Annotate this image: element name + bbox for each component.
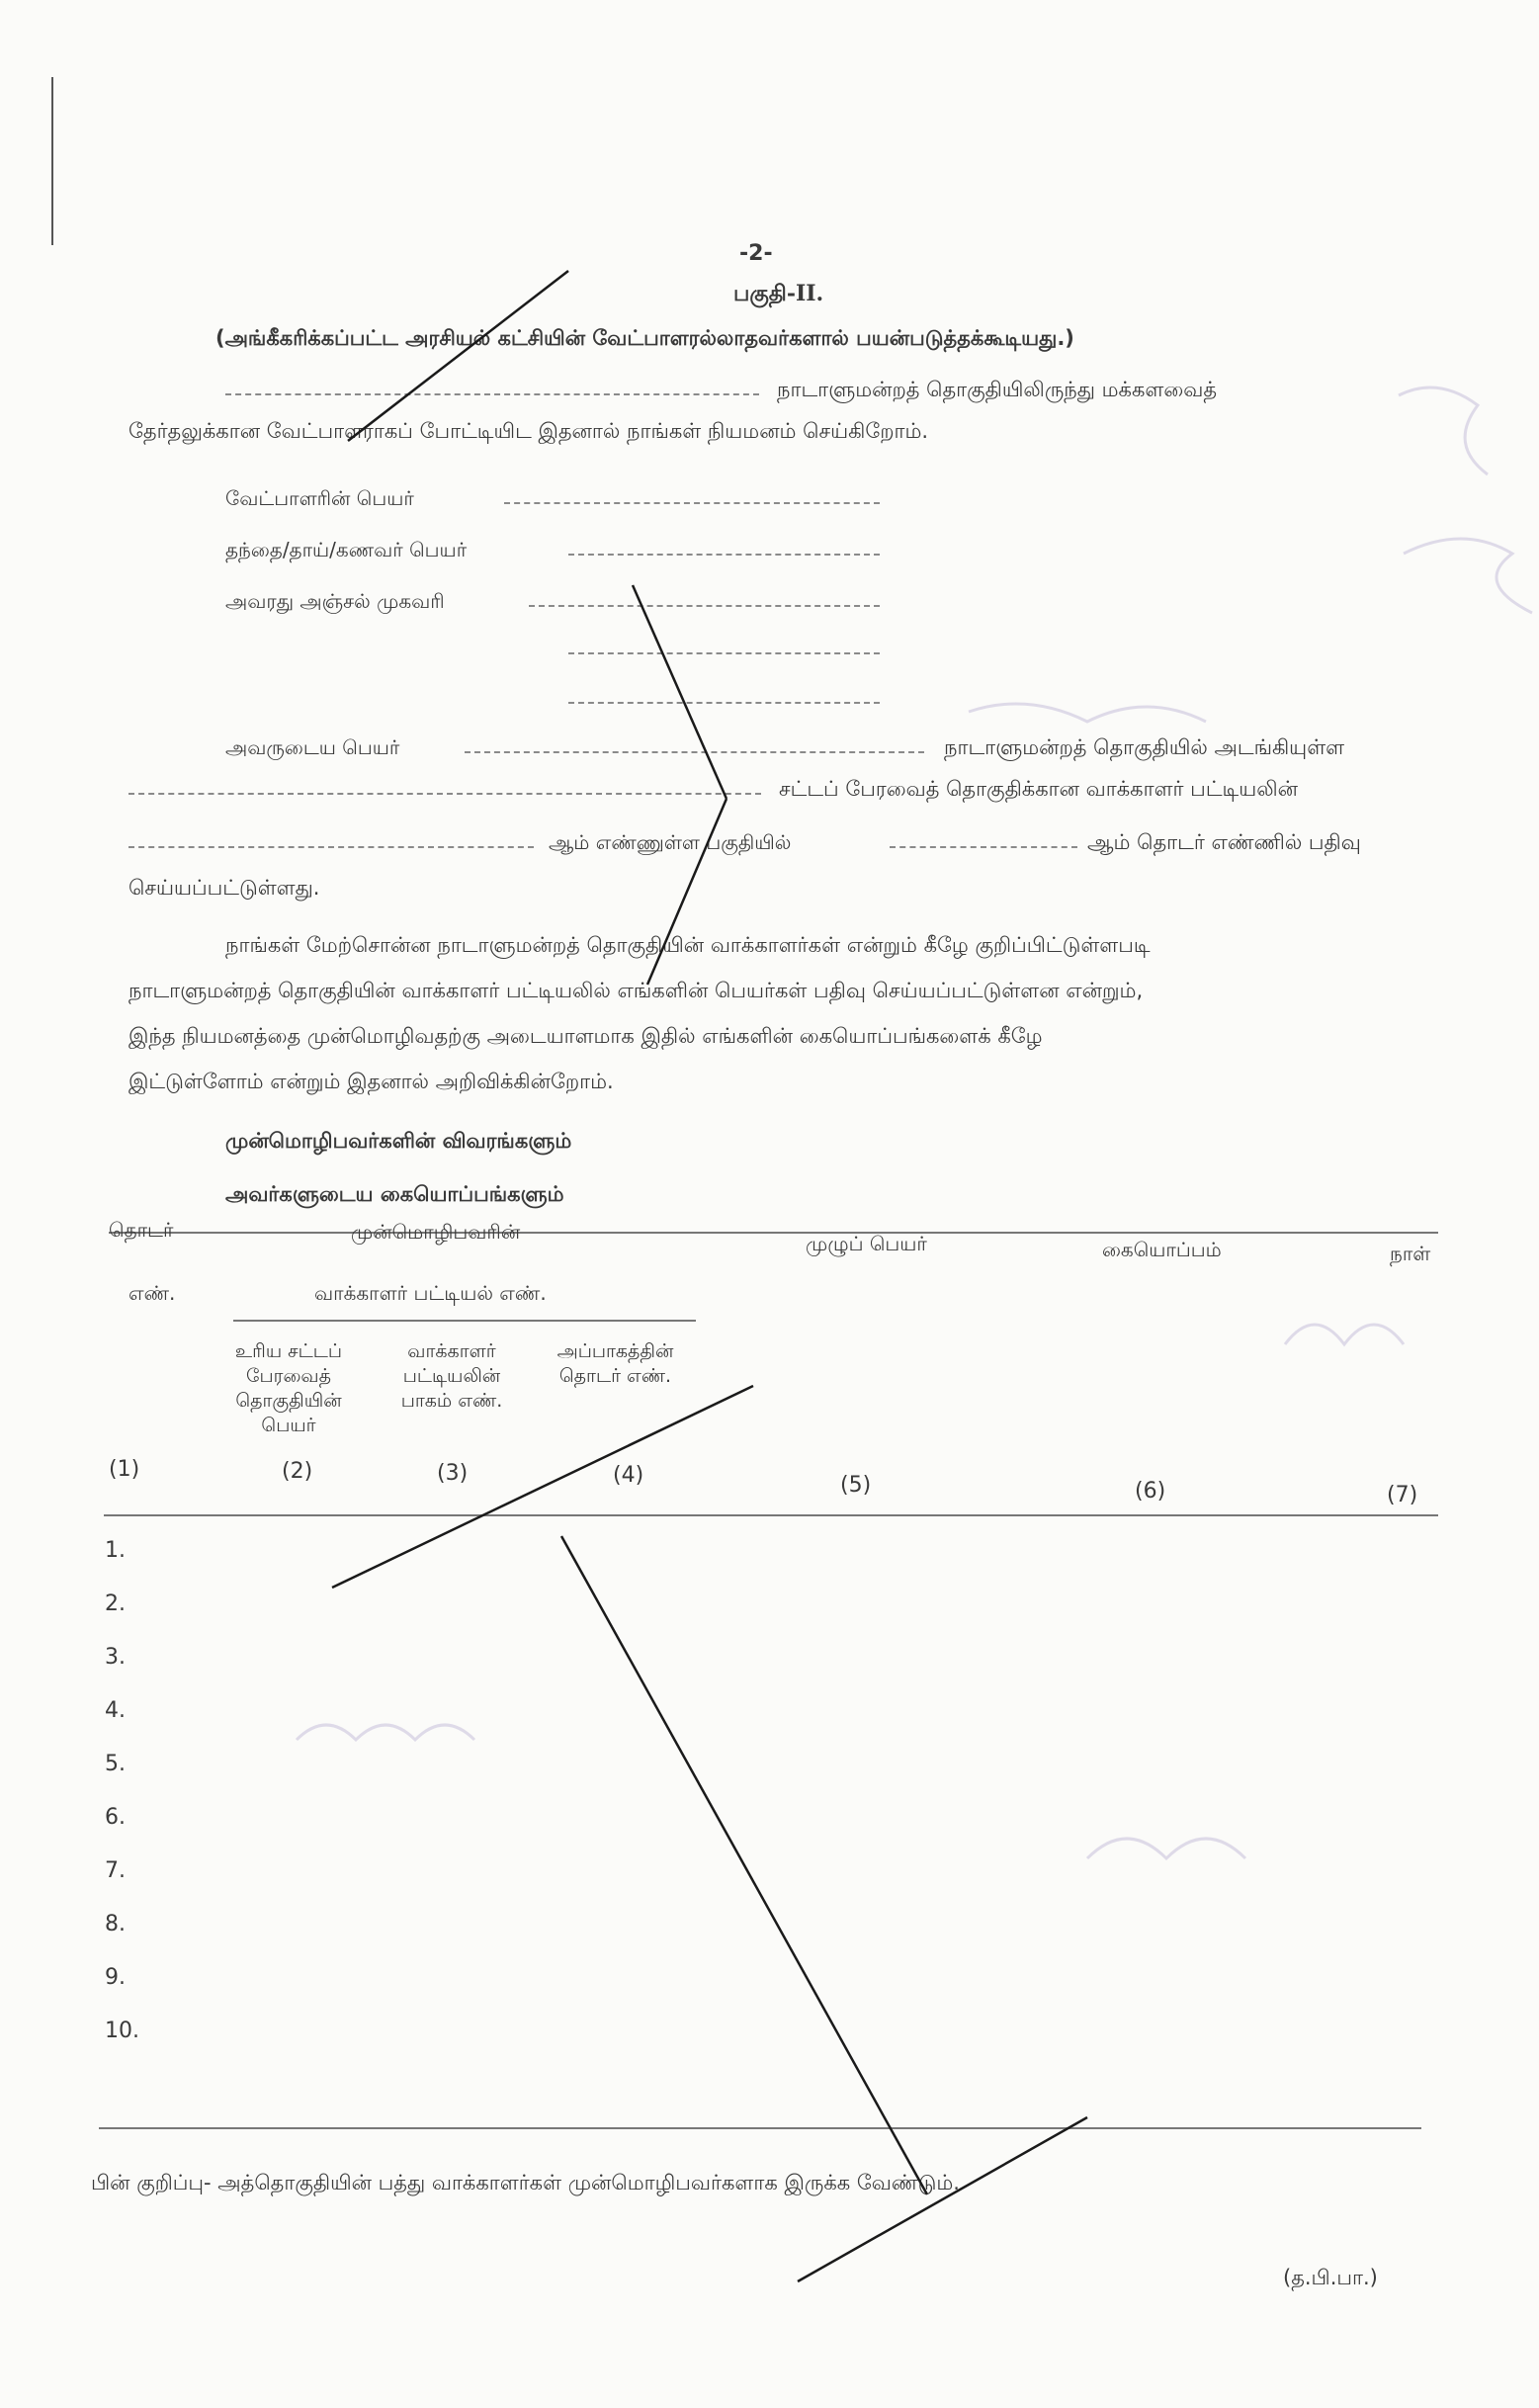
table-row: 1. [105,1538,126,1563]
footnote: பின் குறிப்பு- அத்தொகுதியின் பத்து வாக்காளர்கள் முன்மொழிபவர்களாக இருக்க வேண்டும். [91,2171,960,2194]
postal-address-label: அவரது அஞ்சல் முகவரி [225,589,445,613]
col7-header: நாள் [1390,1242,1431,1265]
section-subtitle: (அங்கீகரிக்கப்பட்ட அரசியல் கட்சியின் வேட்பாளரல்லாதவர்களால் பயன்படுத்தக்கூடியது.) [215,326,1074,350]
table-row: 7. [105,1858,126,1883]
table-row: 3. [105,1645,126,1670]
col4-header: அப்பாகத்தின் தொடர் எண். [556,1340,674,1387]
registration-line1-suffix: நாடாளுமன்றத் தொகுதியில் அடங்கியுள்ள [944,735,1345,759]
col5-header: முழுப் பெயர் [806,1232,927,1255]
col-number: (7) [1387,1483,1418,1507]
col-number: (5) [840,1473,872,1498]
table-row: 2. [105,1591,126,1616]
col-number: (3) [437,1461,469,1486]
table-row: 10. [105,2019,139,2043]
col6-header: கையொப்பம் [1102,1238,1222,1261]
col-number: (1) [109,1457,140,1482]
intro-line2: தேர்தலுக்கான வேட்பாளராகப் போட்டியிட இதனால் நாங்கள் நியமனம் செய்கிறோம். [128,419,929,443]
proposer-header: முன்மொழிபவரின் [351,1220,521,1244]
section-title: பகுதி-II. [733,281,824,306]
registration-line3-suffix: ஆம் தொடர் எண்ணில் பதிவு [1087,830,1361,854]
page-number: -2- [739,241,773,266]
pto-label: (த.பி.பா.) [1283,2266,1378,2289]
table-heading-line1: முன்மொழிபவர்களின் விவரங்களும் [225,1129,572,1153]
registration-line2-suffix: சட்டப் பேரவைத் தொகுதிக்கான வாக்காளர் பட்டியலின் [779,777,1298,801]
col2-header: உரிய சட்டப் பேரவைத் தொகுதியின் பெயர் [234,1340,343,1436]
declaration-line3: இந்த நியமனத்தை முன்மொழிவதற்கு அடையாளமாக இதில் எங்களின் கையொப்பங்களைக் கீழே [128,1024,1043,1048]
col-number: (6) [1135,1479,1166,1504]
table-row: 6. [105,1805,126,1830]
registration-line4: செய்யப்பட்டுள்ளது. [128,876,320,900]
parent-name-label: தந்தை/தாய்/கணவர் பெயர் [225,538,468,561]
registration-line1-prefix: அவருடைய பெயர் [225,735,400,759]
col-number: (2) [282,1459,313,1484]
electoral-roll-header: வாக்காளர் பட்டியல் எண். [314,1281,547,1305]
col1-header-a: தொடர் [109,1218,174,1242]
table-row: 4. [105,1698,126,1723]
col3-header: வாக்காளர் பட்டியலின் பாகம் எண். [400,1340,503,1412]
candidate-name-label: வேட்பாளரின் பெயர் [225,486,414,510]
col1-header-b: எண். [128,1281,176,1305]
col-number: (4) [613,1463,644,1488]
declaration-line4: இட்டுள்ளோம் என்றும் இதனால் அறிவிக்கின்றோம். [128,1070,614,1093]
declaration-line1: நாங்கள் மேற்சொன்ன நாடாளுமன்றத் தொகுதியின் வாக்காளர்கள் என்றும் கீழே குறிப்பிட்டுள்ளபடி [225,933,1151,957]
table-heading-line2: அவர்களுடைய கையொப்பங்களும் [225,1182,564,1206]
table-row: 9. [105,1965,126,1990]
table-row: 5. [105,1752,126,1776]
intro-line1-suffix: நாடாளுமன்றத் தொகுதியிலிருந்து மக்களவைத் [777,378,1217,401]
table-row: 8. [105,1912,126,1936]
registration-line3-mid: ஆம் எண்ணுள்ள பகுதியில் [549,830,792,854]
declaration-line2: நாடாளுமன்றத் தொகுதியின் வாக்காளர் பட்டியலில் எங்களின் பெயர்கள் பதிவு செய்யப்பட்டுள்ளன என்றும், [128,979,1144,1002]
